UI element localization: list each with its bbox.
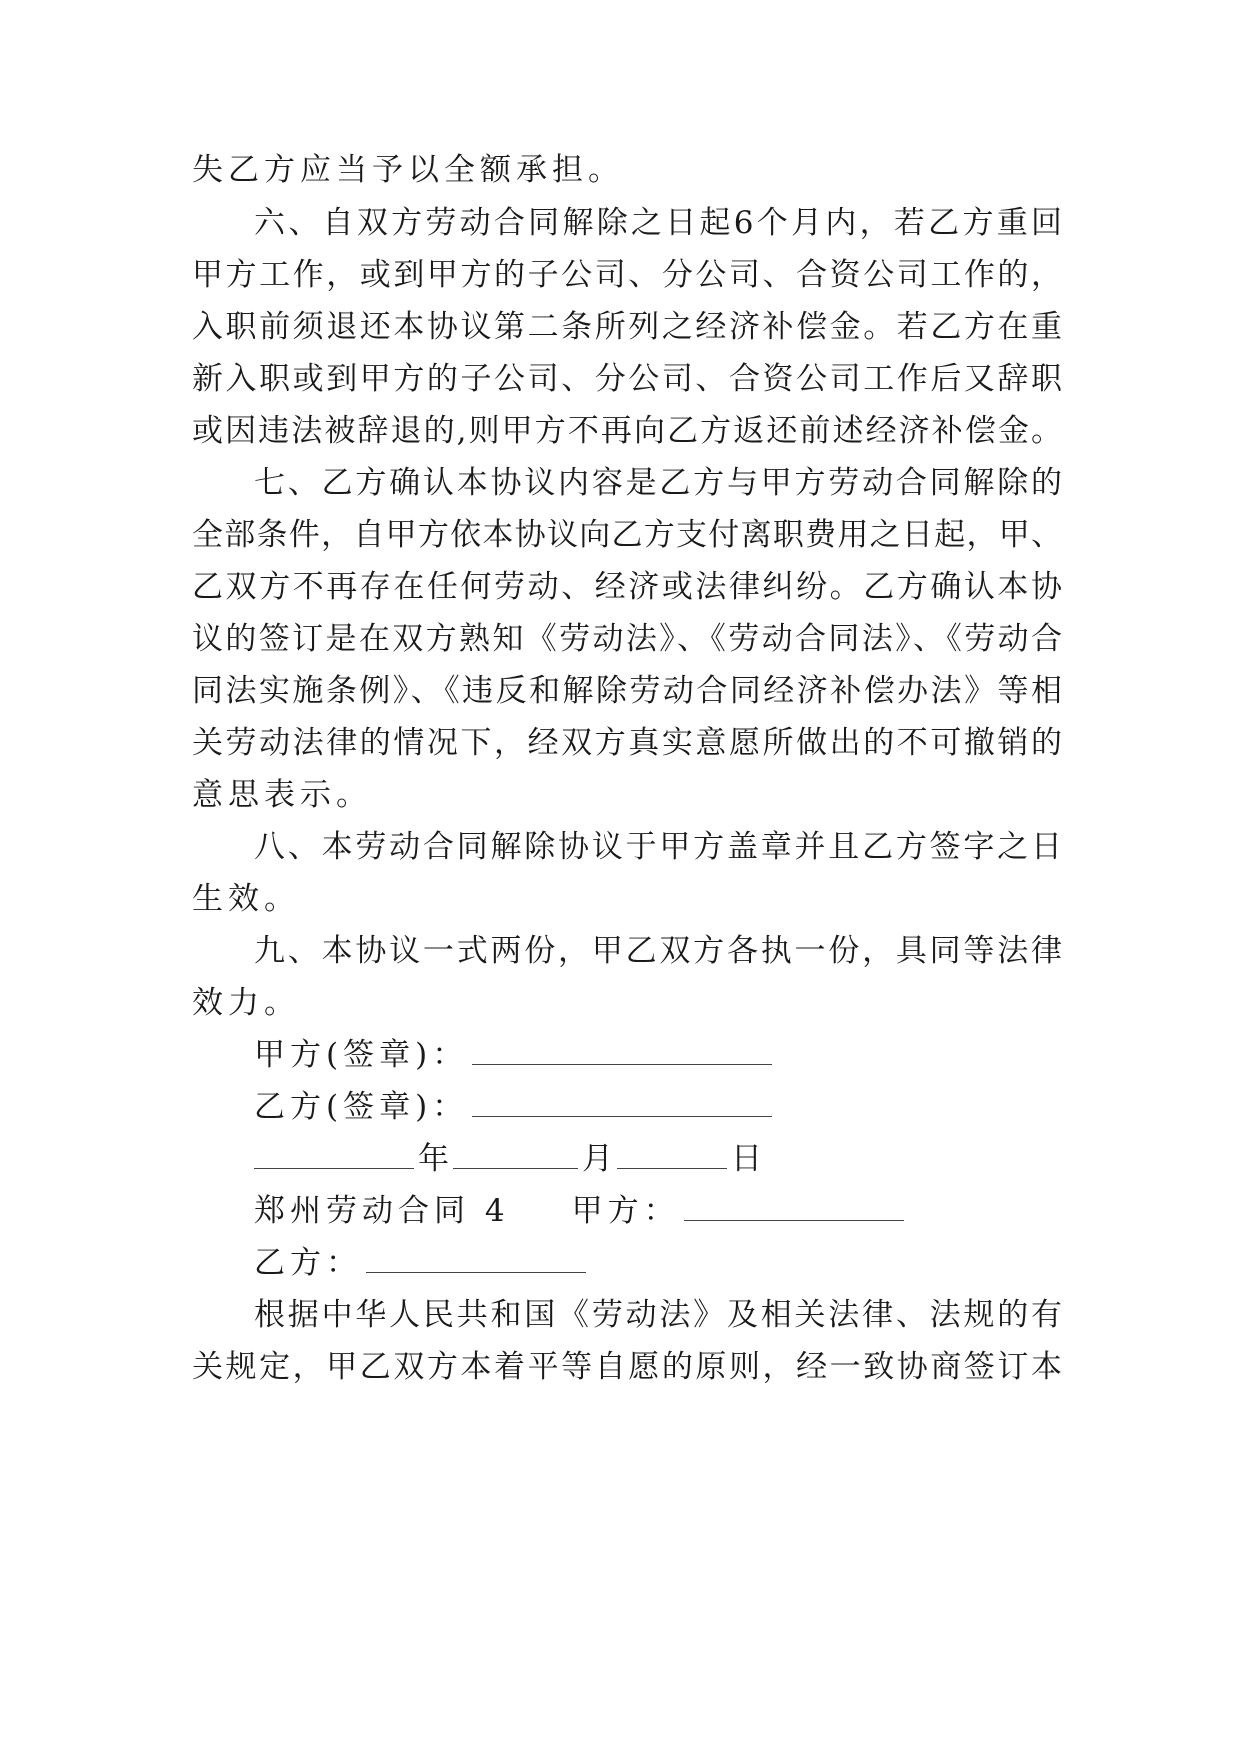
text-line: 生效。 (192, 881, 300, 917)
signature-party-a-label: 甲方(签章)： (254, 1037, 469, 1073)
signature-party-a-blank[interactable] (472, 1038, 772, 1065)
text-line: 入职前须退还本协议第二条所列之经济补偿金。若乙方在重 (192, 309, 1062, 345)
text-line: 全部条件，自甲方依本协议向乙方支付离职费用之日起，甲、 (192, 517, 1062, 553)
date-day-blank[interactable] (617, 1142, 727, 1169)
next-contract-party-b-row (254, 1243, 1062, 1283)
signature-party-a-row (254, 1035, 1062, 1075)
next-contract-party-a-blank[interactable] (684, 1194, 904, 1221)
next-contract-party-b-blank[interactable] (366, 1246, 586, 1273)
text-line: 六、自双方劳动合同解除之日起6个月内，若乙方重回 (254, 205, 1062, 241)
date-month-blank[interactable] (453, 1142, 578, 1169)
text-line: 效力。 (192, 985, 300, 1021)
date-day-label: 日 (731, 1141, 762, 1177)
intro-line: 关规定，甲乙双方本着平等自愿的原则，经一致协商签订本 (192, 1349, 1062, 1385)
next-contract-header-row (254, 1191, 1062, 1231)
text-line: 新入职或到甲方的子公司、分公司、合资公司工作后又辞职 (192, 361, 1062, 397)
signature-party-b-row (254, 1087, 1062, 1127)
text-line: 同法实施条例》、《违反和解除劳动合同经济补偿办法》等相 (192, 673, 1062, 709)
next-contract-title: 郑州劳动合同 4 (254, 1193, 510, 1229)
intro-line: 根据中华人民共和国《劳动法》及相关法律、法规的有 (254, 1297, 1062, 1333)
date-month-label: 月 (582, 1141, 613, 1177)
signature-party-b-label: 乙方(签章)： (254, 1089, 469, 1125)
text-line: 九、本协议一式两份，甲乙双方各执一份，具同等法律 (254, 933, 1062, 969)
signature-date-row (254, 1139, 1062, 1179)
text-line: 失乙方应当予以全额承担。 (192, 152, 624, 188)
next-contract-party-a-label: 甲方： (571, 1193, 680, 1229)
next-contract-party-b-label: 乙方： (254, 1245, 362, 1281)
text-line: 意思表示。 (192, 777, 372, 813)
date-year-blank[interactable] (254, 1142, 414, 1169)
text-line: 议的签订是在双方熟知《劳动法》、《劳动合同法》、《劳动合 (192, 621, 1062, 657)
text-line: 八、本劳动合同解除协议于甲方盖章并且乙方签字之日 (254, 829, 1062, 865)
text-line: 或因违法被辞退的,则甲方不再向乙方返还前述经济补偿金。 (192, 413, 1062, 449)
date-year-label: 年 (418, 1141, 449, 1177)
text-line: 七、乙方确认本协议内容是乙方与甲方劳动合同解除的 (254, 465, 1062, 501)
text-line: 乙双方不再存在任何劳动、经济或法律纠纷。乙方确认本协 (192, 569, 1062, 605)
text-line: 关劳动法律的情况下，经双方真实意愿所做出的不可撤销的 (192, 725, 1062, 761)
signature-party-b-blank[interactable] (472, 1090, 772, 1117)
text-line: 甲方工作，或到甲方的子公司、分公司、合资公司工作的， (192, 257, 1062, 293)
